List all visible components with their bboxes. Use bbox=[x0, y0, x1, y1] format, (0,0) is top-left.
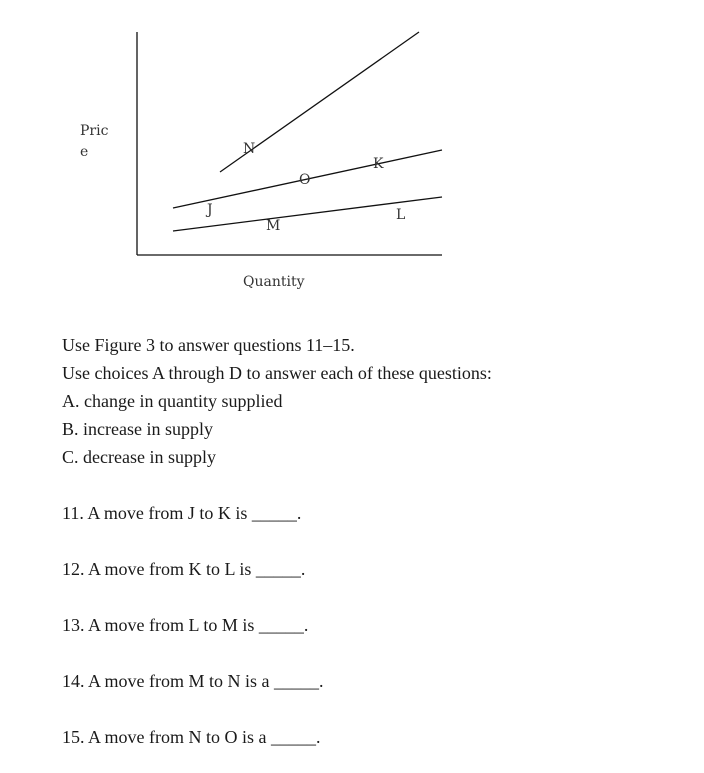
point-label: J bbox=[207, 202, 213, 218]
question-item: 15. A move from N to O is a _____. bbox=[62, 727, 321, 747]
x-axis-label: Quantity bbox=[243, 274, 305, 290]
y-axis-label: Price bbox=[80, 123, 109, 160]
instruction-choices: Use choices A through D to answer each of these questions: bbox=[62, 363, 492, 383]
question-text bbox=[62, 331, 682, 751]
point-label: O bbox=[299, 172, 311, 188]
choice-item: B. increase in supply bbox=[62, 419, 213, 439]
instruction-figure: Use Figure 3 to answer questions 11–15. bbox=[62, 335, 355, 355]
question-item: 14. A move from M to N is a _____. bbox=[62, 671, 324, 691]
point-label: K bbox=[373, 156, 384, 172]
point-label: N bbox=[243, 141, 256, 157]
point-label: M bbox=[266, 218, 281, 234]
point-label: L bbox=[396, 207, 406, 223]
question-item: 11. A move from J to K is _____. bbox=[62, 503, 302, 523]
choice-item: A. change in quantity supplied bbox=[62, 391, 283, 411]
question-item: 13. A move from L to M is _____. bbox=[62, 615, 309, 635]
choice-item: C. decrease in supply bbox=[62, 447, 216, 467]
question-item: 12. A move from K to L is _____. bbox=[62, 559, 306, 579]
